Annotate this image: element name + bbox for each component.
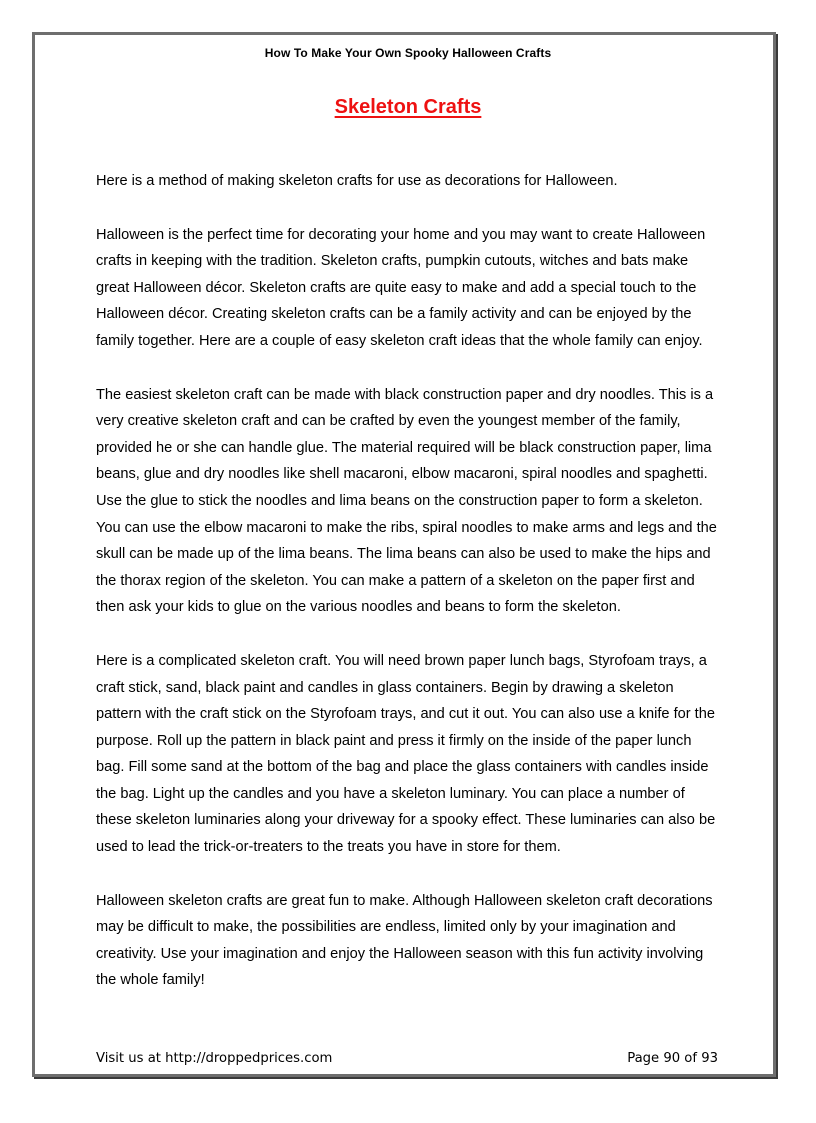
paragraph-skeleton-luminary: Here is a complicated skeleton craft. You will need brown paper lunch bags, Styrofoam trays, a craft stick, sand, black paint and candles in glass containers. Begin by drawing a skeleton pattern with the craft stick on the Styrofoam trays, and cut it out. You can also use a knife for the purpose. Roll up the pattern in black paint and press it firmly on the inside of the paper lunch bag. Fill some sand at the bottom of the bag and place the glass containers with candles inside the bag. Light up the candles and you have a skeleton luminary. You can place a number of these skeleton luminaries along your driveway for a spooky effect. These luminaries can also be used to lead the trick-or-treaters to the treats you have in store for them.	[96, 652, 716, 856]
paragraph-intro: Here is a method of making skeleton crafts for use as decorations for Halloween.	[96, 173, 618, 189]
footer-website: Visit us at http://droppedprices.com	[96, 1051, 333, 1066]
paragraph-halloween-decor: Halloween is the perfect time for decorating your home and you may want to create Halloween crafts in keeping with the tradition. Skeleton crafts, pumpkin cutouts, witches and bats make great Halloween décor. Skeleton crafts are quite easy to make and add a special touch to the Halloween décor. Creating skeleton crafts can be a family activity and can be enjoyed by the family together. Here are a couple of easy skeleton craft ideas that the whole family can enjoy.	[96, 226, 706, 349]
footer-page-number: Page 90 of 93	[627, 1051, 718, 1066]
paragraph-noodle-skeleton: The easiest skeleton craft can be made with black construction paper and dry noodles. This is a very creative skeleton craft and can be crafted by even the youngest member of the family, provided he or she can handle glue. The material required will be black construction paper, lima beans, glue and dry noodles like shell macaroni, elbow macaroni, spiral noodles and spaghetti. Use the glue to stick the noodles and lima beans on the construction paper to form a skeleton. You can use the elbow macaroni to make the ribs, spiral noodles to make arms and legs and the skull can be made up of the lima beans. The lima beans can also be used to make the hips and the thorax region of the skeleton. You can make a pattern of a skeleton on the paper first and then ask your kids to glue on the various noodles and beans to form the skeleton.	[96, 386, 717, 616]
paragraph-conclusion: Halloween skeleton crafts are great fun to make. Although Halloween skeleton craft decorations may be difficult to make, the possibilities are endless, limited only by your imagination and creativity. Use your imagination and enjoy the Halloween season with this fun activity involving the whole family!	[96, 892, 713, 989]
page-title: Skeleton Crafts	[334, 96, 482, 118]
running-header: How To Make Your Own Spooky Halloween Crafts	[264, 46, 552, 60]
document-body	[96, 168, 722, 1021]
